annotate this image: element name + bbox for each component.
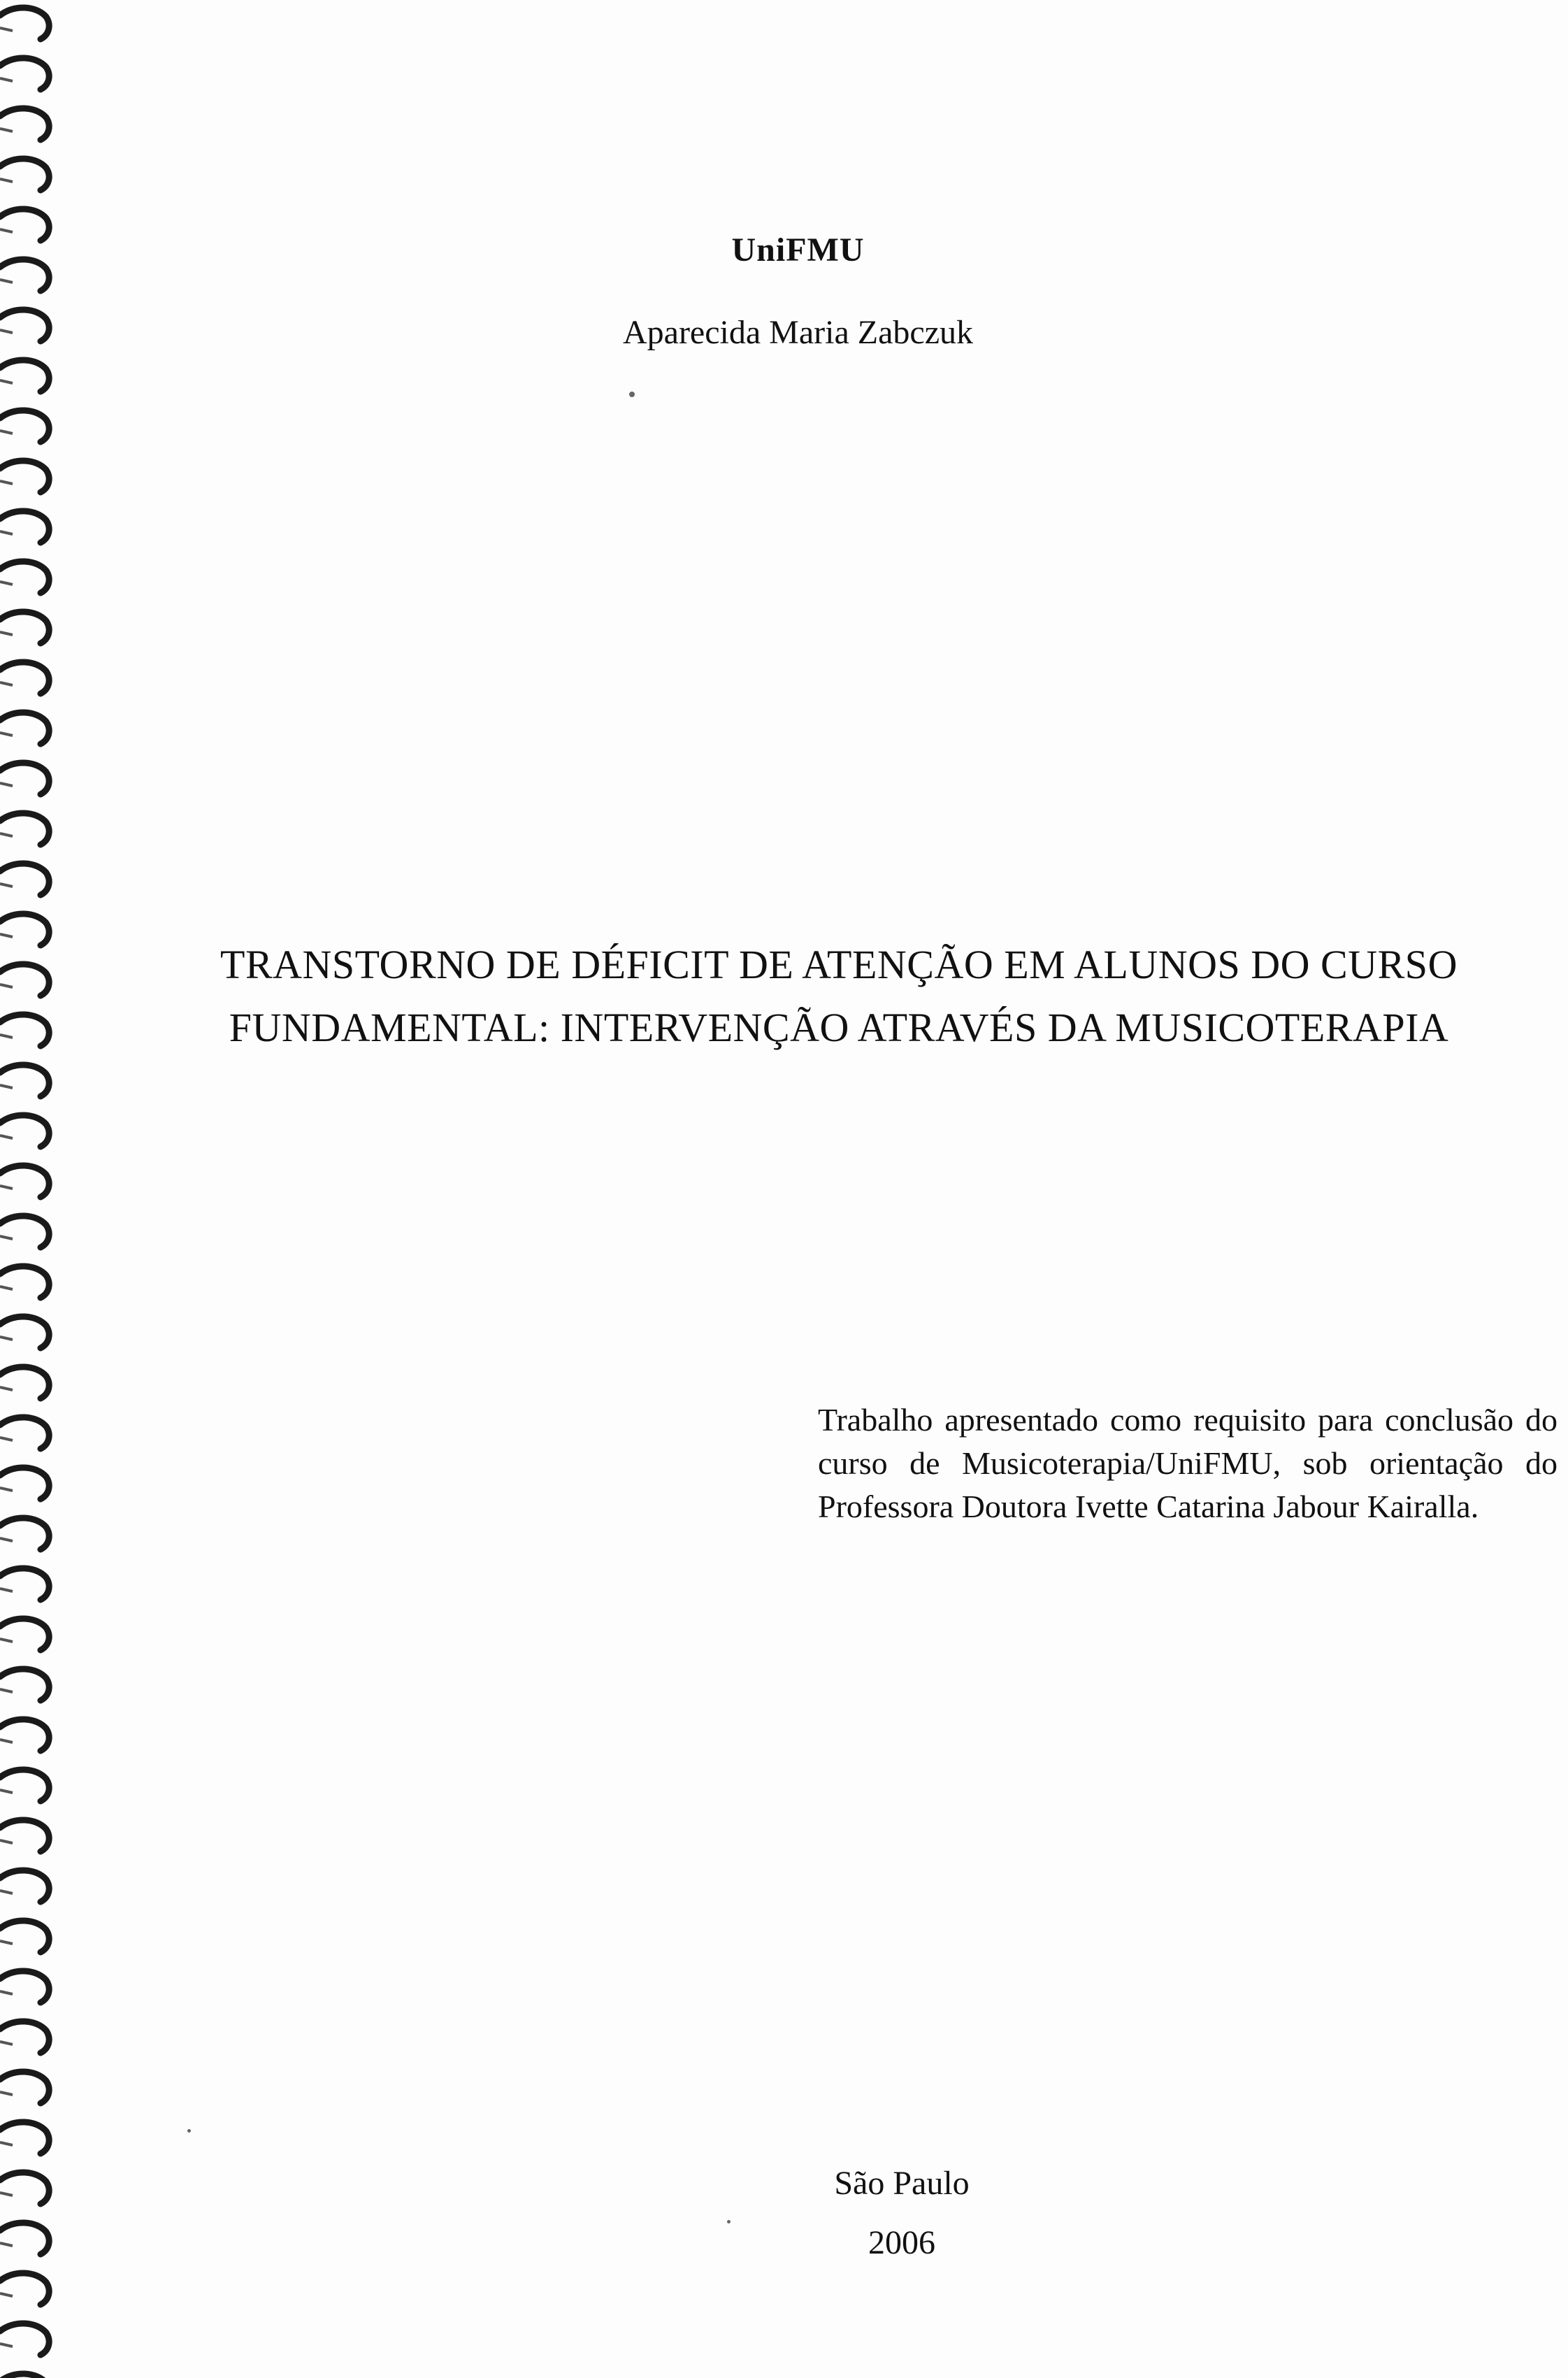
binding-coil — [0, 1468, 49, 1499]
binding-coil — [0, 8, 49, 39]
year: 2006 — [868, 2224, 935, 2261]
binding-coil — [0, 1115, 49, 1147]
binding-hole — [0, 2092, 13, 2095]
binding-hole — [0, 884, 13, 887]
binding-coil — [0, 2072, 49, 2103]
binding-coil — [0, 612, 49, 643]
binding-coil — [0, 1870, 49, 1902]
binding-coil — [0, 712, 49, 744]
binding-coil — [0, 561, 49, 593]
binding-coil — [0, 1065, 49, 1096]
binding-coil — [0, 1317, 49, 1348]
binding-coil — [0, 511, 49, 543]
binding-coil — [0, 108, 49, 140]
binding-hole — [0, 1740, 13, 1742]
binding-coil — [0, 864, 49, 895]
binding-coil — [0, 1770, 49, 1801]
binding-coil — [0, 1417, 49, 1449]
thesis-title-line-2: FUNDAMENTAL: INTERVENÇÃO ATRAVÉS DA MUSICOTERAPIA — [229, 1005, 1449, 1050]
author-name: Aparecida Maria Zabczuk — [622, 314, 974, 351]
binding-coil — [0, 159, 49, 190]
binding-hole — [0, 280, 13, 282]
binding-coil — [0, 964, 49, 996]
binding-coil — [0, 461, 49, 492]
binding-hole — [0, 1337, 13, 1340]
binding-hole — [0, 1488, 13, 1491]
binding-hole — [0, 1236, 13, 1239]
binding-coil — [0, 1568, 49, 1600]
scan-speck — [727, 2220, 731, 2223]
binding-hole — [0, 1639, 13, 1642]
thesis-description: Trabalho apresentado como requisito para conclusão do curso de Musicoterapia/UniFMU, sob orientação do Professora Doutora Ivette Catarina Jabour Kairalla. — [818, 1402, 1558, 1524]
binding-coil — [0, 1266, 49, 1298]
binding-coil — [0, 410, 49, 442]
binding-hole — [0, 78, 13, 81]
binding-coil — [0, 813, 49, 845]
binding-hole — [0, 1287, 13, 1289]
binding-hole — [0, 934, 13, 937]
binding-hole — [0, 632, 13, 635]
binding-hole — [0, 1991, 13, 1994]
binding-hole — [0, 1438, 13, 1440]
binding-coil — [0, 763, 49, 794]
binding-hole — [0, 1891, 13, 1893]
binding-coil — [0, 2273, 49, 2305]
binding-coil — [0, 1971, 49, 2003]
binding-hole — [0, 1186, 13, 1189]
binding-hole — [0, 431, 13, 434]
binding-hole — [0, 783, 13, 786]
binding-coil — [0, 1921, 49, 1952]
thesis-title-line-1: TRANSTORNO DE DÉFICIT DE ATENÇÃO EM ALUNOS DO CURSO — [220, 942, 1458, 987]
binding-hole — [0, 733, 13, 736]
binding-coil — [0, 360, 49, 392]
binding-hole — [0, 2042, 13, 2044]
spiral-binding-icon — [0, 0, 77, 2378]
binding-hole — [0, 2243, 13, 2246]
thesis-title — [210, 933, 1468, 1059]
institution-name: UniFMU — [731, 231, 865, 268]
binding-coil — [0, 1669, 49, 1700]
binding-hole — [0, 2344, 13, 2347]
binding-coil — [0, 1367, 49, 1398]
binding-hole — [0, 1387, 13, 1390]
binding-coil — [0, 914, 49, 945]
binding-hole — [0, 1589, 13, 1591]
binding-hole — [0, 2142, 13, 2145]
binding-coil — [0, 2172, 49, 2204]
binding-coil — [0, 1015, 49, 1046]
binding-hole — [0, 682, 13, 685]
binding-coil — [0, 2374, 49, 2378]
binding-hole — [0, 129, 13, 131]
binding-coil — [0, 2223, 49, 2254]
binding-coil — [0, 662, 49, 694]
binding-coil — [0, 1166, 49, 1197]
binding-hole — [0, 380, 13, 383]
binding-hole — [0, 1035, 13, 1038]
binding-hole — [0, 179, 13, 182]
binding-hole — [0, 28, 13, 31]
binding-hole — [0, 531, 13, 534]
binding-hole — [0, 2193, 13, 2196]
scan-speck — [629, 392, 635, 397]
city: São Paulo — [834, 2165, 970, 2202]
binding-hole — [0, 833, 13, 836]
binding-hole — [0, 1840, 13, 1843]
binding-coil — [0, 1619, 49, 1650]
binding-hole — [0, 1085, 13, 1088]
binding-coil — [0, 1216, 49, 1247]
binding-coil — [0, 1820, 49, 1851]
binding-coil — [0, 58, 49, 89]
binding-coil — [0, 2021, 49, 2053]
binding-hole — [0, 1538, 13, 1541]
binding-hole — [0, 1790, 13, 1793]
binding-hole — [0, 1941, 13, 1944]
scan-speck — [187, 2129, 191, 2133]
binding-coil — [0, 1518, 49, 1549]
binding-hole — [0, 481, 13, 484]
binding-hole — [0, 582, 13, 585]
binding-hole — [0, 2293, 13, 2296]
binding-coil — [0, 2122, 49, 2154]
binding-hole — [0, 1689, 13, 1692]
binding-hole — [0, 1136, 13, 1138]
binding-coil — [0, 1719, 49, 1751]
binding-hole — [0, 984, 13, 987]
binding-coil — [0, 2323, 49, 2355]
